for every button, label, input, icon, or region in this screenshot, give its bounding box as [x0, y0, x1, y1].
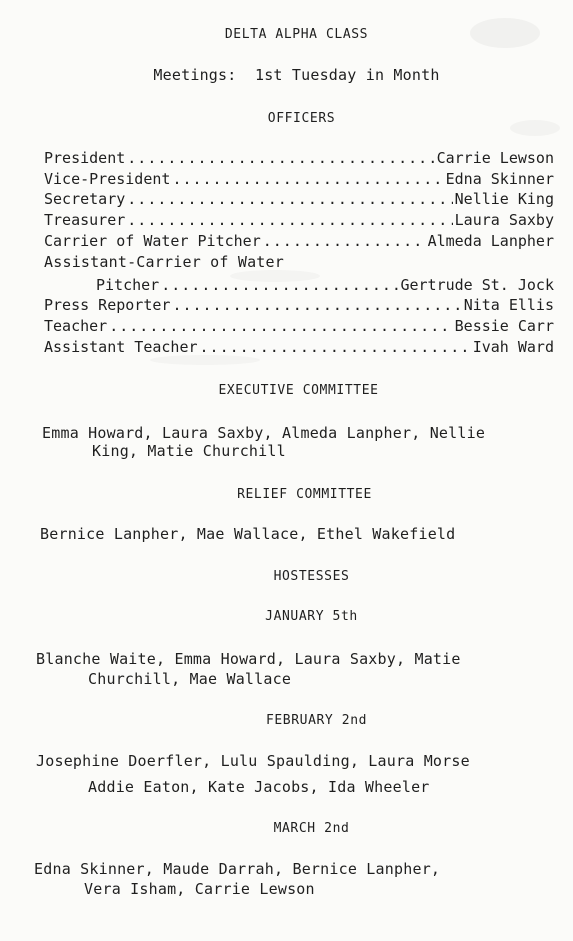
- hostess-date: JANUARY 5th: [265, 609, 358, 624]
- leader-dots: [127, 190, 452, 208]
- officer-name: Almeda Lanpher: [427, 232, 554, 250]
- officer-row: [44, 232, 554, 250]
- officer-name: Nellie King: [454, 190, 554, 208]
- executive-line-2: King, Matie Churchill: [92, 442, 286, 460]
- officer-row: [44, 296, 554, 314]
- leader-dots: [172, 296, 461, 314]
- officer-role: Assistant Teacher: [44, 338, 198, 356]
- officer-name: Nita Ellis: [463, 296, 554, 314]
- hostess-line-1: Blanche Waite, Emma Howard, Laura Saxby, Matie: [36, 650, 461, 668]
- executive-heading: EXECUTIVE COMMITTEE: [218, 383, 379, 398]
- leader-dots: [200, 338, 471, 356]
- hostess-line-1: Josephine Doerfler, Lulu Spaulding, Laura Morse: [36, 752, 470, 770]
- officer-row: [44, 190, 554, 208]
- officer-role: Pitcher: [96, 276, 160, 294]
- officer-role: Teacher: [44, 317, 108, 335]
- officer-row: [96, 276, 554, 294]
- officer-row: [44, 338, 554, 356]
- officer-row: [44, 211, 554, 229]
- hostess-date: FEBRUARY 2nd: [265, 713, 368, 728]
- officer-name: Edna Skinner: [445, 170, 554, 188]
- officer-role: President: [44, 149, 126, 167]
- class-title: DELTA ALPHA CLASS: [224, 27, 369, 42]
- officer-row: [44, 317, 554, 335]
- officer-name: Ivah Ward: [472, 338, 554, 356]
- officer-name: Laura Saxby: [454, 211, 554, 229]
- officers-heading: OFFICERS: [267, 111, 336, 126]
- hostess-line-2: Addie Eaton, Kate Jacobs, Ida Wheeler: [88, 778, 430, 796]
- leader-dots: [172, 170, 443, 188]
- executive-line-1: Emma Howard, Laura Saxby, Almeda Lanpher, Nellie: [42, 424, 486, 442]
- officer-name: Bessie Carr: [454, 317, 554, 335]
- hostess-line-1: Edna Skinner, Maude Darrah, Bernice Lanpher,: [34, 860, 441, 878]
- officer-role: Secretary: [44, 190, 126, 208]
- officer-role: Treasurer: [44, 211, 126, 229]
- hostess-line-2: Vera Isham, Carrie Lewson: [84, 880, 315, 898]
- officer-row: [44, 149, 554, 167]
- paper-stain: [230, 270, 320, 282]
- officer-role-line1: Assistant-Carrier of Water: [44, 253, 284, 271]
- officer-role: Press Reporter: [44, 296, 171, 314]
- relief-line-1: Bernice Lanpher, Mae Wallace, Ethel Wakefield: [40, 525, 456, 543]
- relief-heading: RELIEF COMMITTEE: [237, 487, 372, 502]
- paper-stain: [470, 18, 540, 48]
- leader-dots: [109, 317, 452, 335]
- officer-role: Vice-President: [44, 170, 171, 188]
- officer-row: [44, 170, 554, 188]
- leader-dots: [263, 232, 426, 250]
- leader-dots: [127, 211, 452, 229]
- paper-stain: [510, 120, 560, 136]
- hostesses-heading: HOSTESSES: [273, 569, 350, 584]
- officer-role: Carrier of Water Pitcher: [44, 232, 261, 250]
- leader-dots: [127, 149, 434, 167]
- meetings-line: Meetings: 1st Tuesday in Month: [153, 66, 440, 84]
- hostess-line-2: Churchill, Mae Wallace: [88, 670, 292, 688]
- officer-name: Gertrude St. Jock: [400, 276, 554, 294]
- paper-stain: [150, 355, 260, 365]
- officer-name: Carrie Lewson: [436, 149, 554, 167]
- hostess-date: MARCH 2nd: [273, 821, 350, 836]
